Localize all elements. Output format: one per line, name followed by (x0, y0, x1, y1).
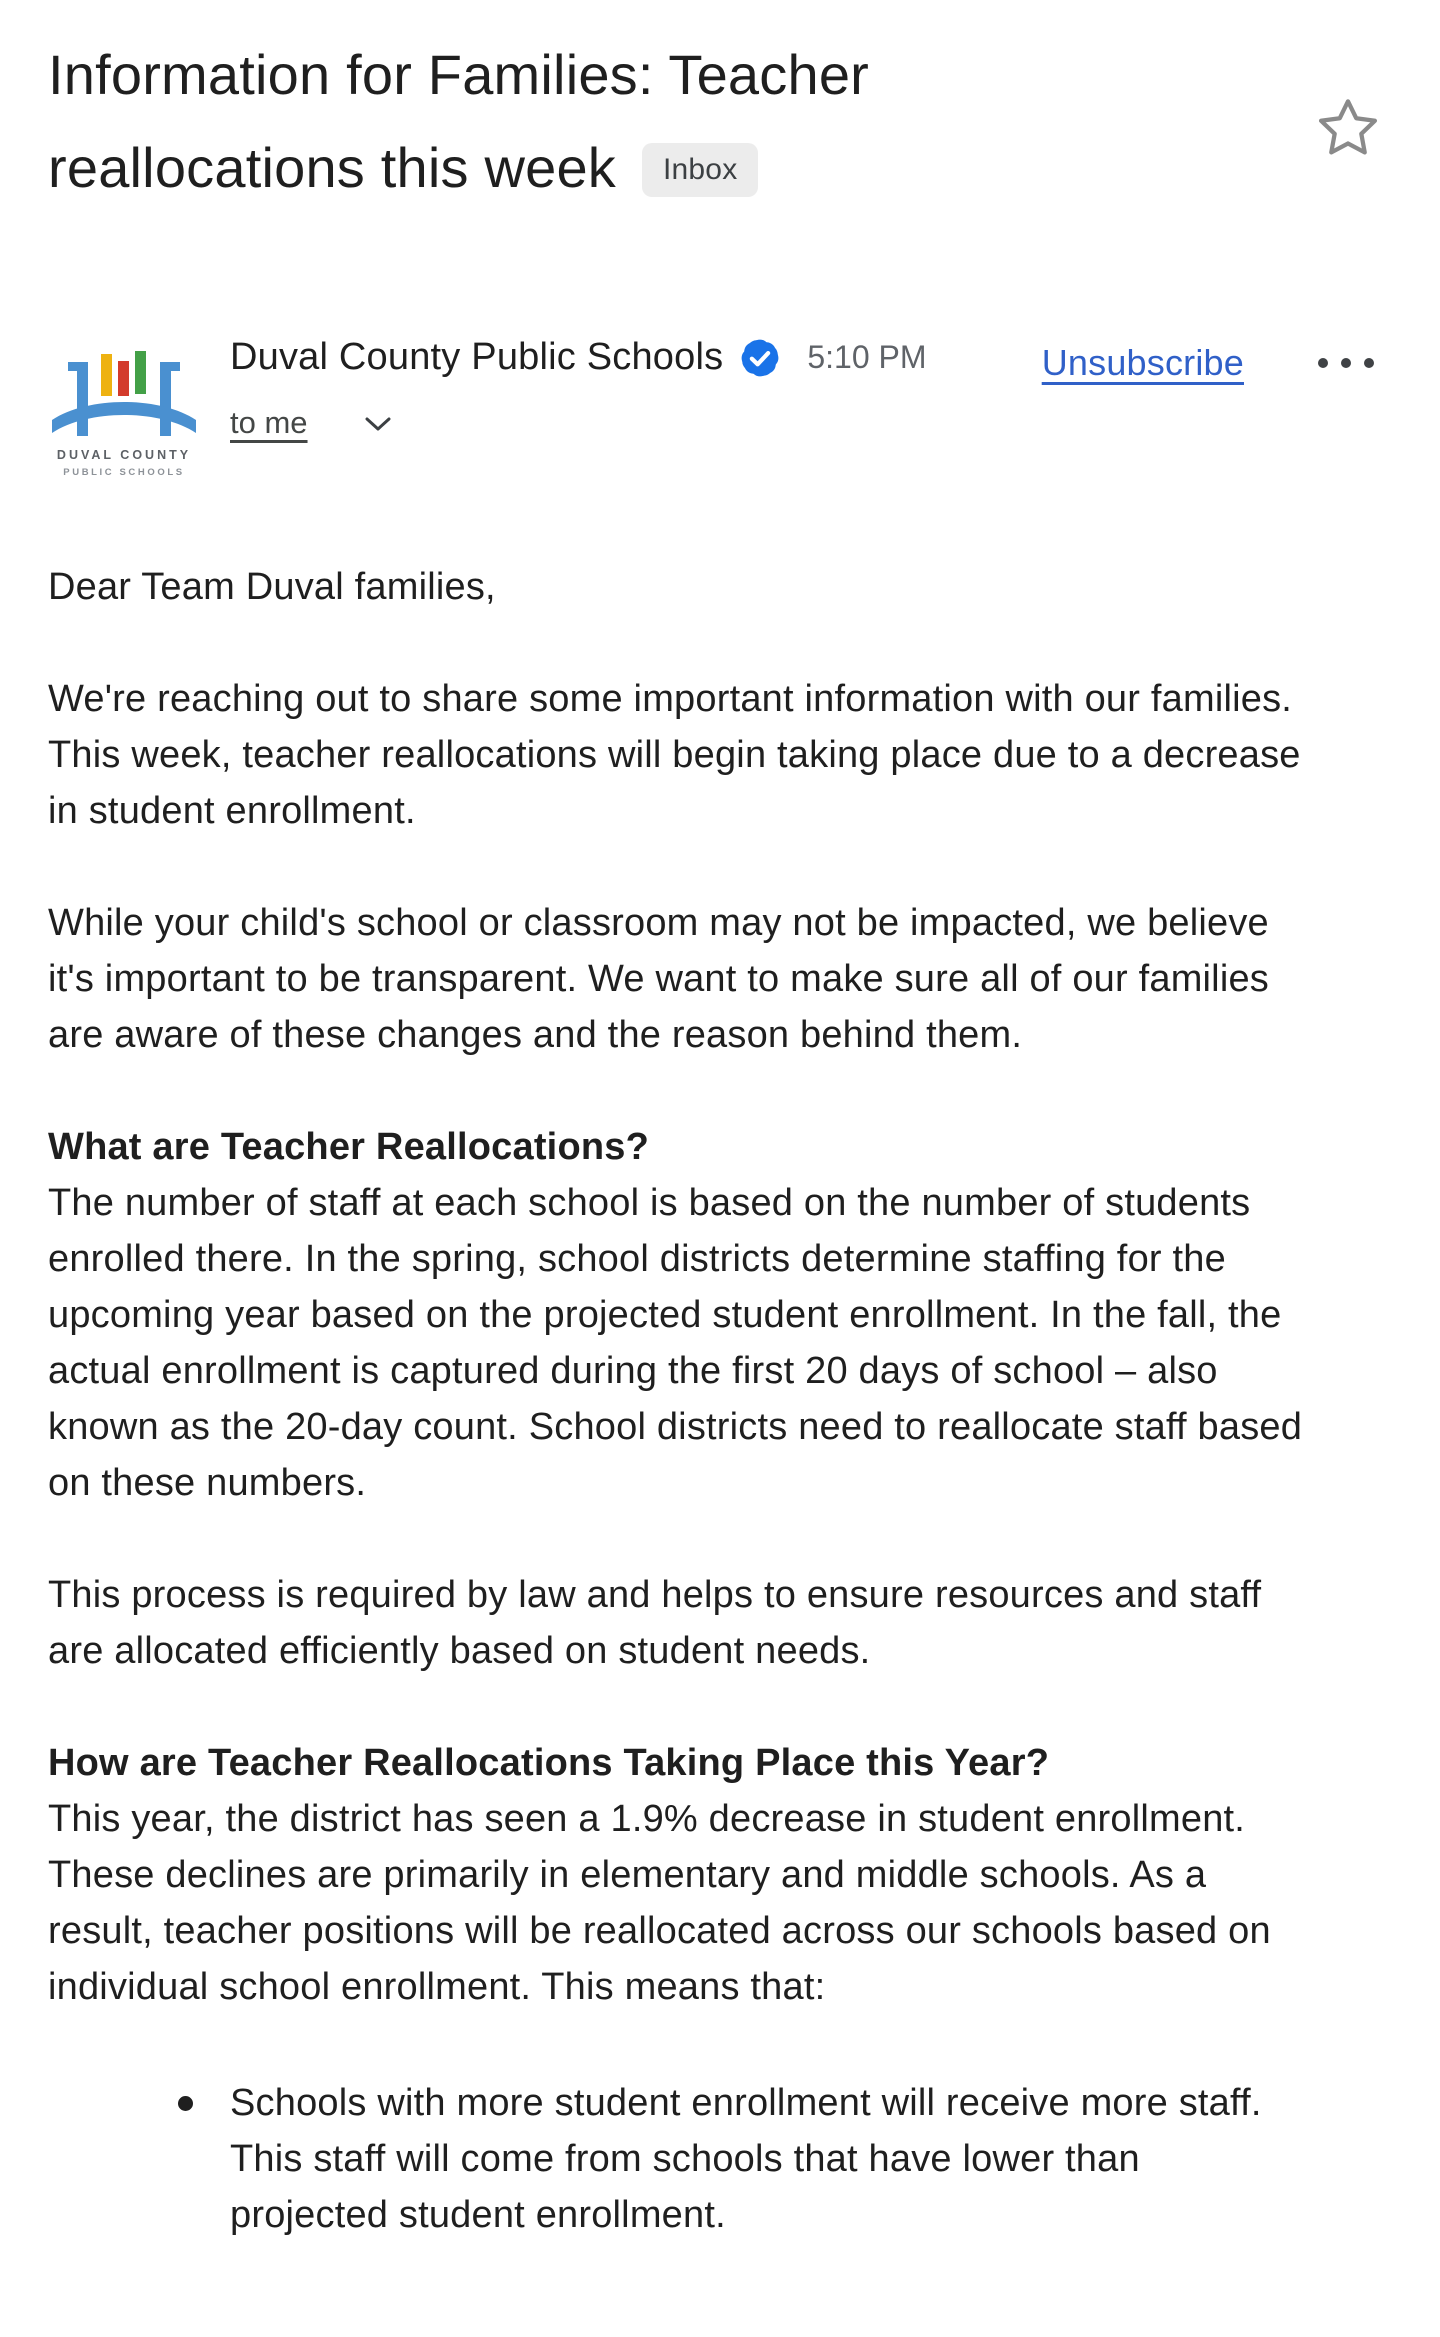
subject-line-1: Information for Families: Teacher (48, 43, 870, 106)
logo-text-line2: PUBLIC SCHOOLS (63, 467, 185, 478)
sender-name-row (230, 336, 927, 379)
bullet-list (48, 2075, 1380, 2243)
email-body (48, 559, 1380, 2243)
star-icon (1314, 150, 1382, 165)
paragraph-1: We're reaching out to share some important information with our families. This week, teacher reallocations will begin taking place due to a decrease in student enrollment. (48, 678, 1301, 832)
paragraph-2: While your child's school or classroom may not be impacted, we believe it's important to be transparent. We want to make sure all of our families are aware of these changes and the reason behind them. (48, 902, 1270, 1056)
header-actions (1042, 332, 1380, 384)
section-what-are-reallocations (48, 1119, 1316, 1511)
email-subject (48, 28, 1380, 214)
list-item (176, 2075, 1294, 2243)
bullet-1-text: Schools with more student enrollment will receive more staff. This staff will come from schools that have lower than projected student enrollment. (230, 2082, 1262, 2236)
chevron-down-icon[interactable] (364, 416, 392, 437)
section-heading-1: What are Teacher Reallocations? (48, 1126, 650, 1168)
sender-header (48, 332, 1380, 487)
email-timestamp: 5:10 PM (807, 339, 927, 375)
paragraph-3: The number of staff at each school is based on the number of students enrolled there. In the spring, school districts determine staffing for the upcoming year based on the projected student enrollment. In the fall, the actual enrollment is captured during the first 20 days of school – also known as the 20-day count. School districts need to reallocate staff based on these numbers. (48, 1182, 1303, 1504)
section-heading-2: How are Teacher Reallocations Taking Place this Year? (48, 1742, 1050, 1784)
logo-text-line1: DUVAL COUNTY (56, 448, 192, 462)
sender-avatar[interactable] (48, 332, 200, 487)
sender-info (230, 332, 927, 441)
verified-badge-icon (739, 337, 781, 379)
star-button[interactable] (1314, 94, 1382, 162)
recipient-label[interactable]: to me (230, 405, 308, 440)
paragraph-5: This year, the district has seen a 1.9% decrease in student enrollment. These declines are primarily in elementary and middle schools. As a result, teacher positions will be reallocated across our schools based on individual school enrollment. This means that: (48, 1798, 1271, 2008)
unsubscribe-link[interactable]: Unsubscribe (1041, 342, 1244, 383)
more-options-icon[interactable] (1312, 352, 1380, 374)
recipient-row (230, 405, 927, 441)
duval-schools-logo-icon (48, 448, 200, 486)
subject-line-2 (48, 121, 1380, 214)
greeting: Dear Team Duval families, (48, 566, 496, 608)
inbox-label-chip[interactable]: Inbox (642, 143, 758, 197)
paragraph-4: This process is required by law and helps to ensure resources and staff are allocated efficiently based on student needs. (48, 1574, 1262, 1672)
subject-line-2-text: reallocations this week (48, 136, 616, 199)
sender-name[interactable]: Duval County Public Schools (230, 336, 724, 378)
section-how-reallocations (48, 1735, 1316, 2015)
